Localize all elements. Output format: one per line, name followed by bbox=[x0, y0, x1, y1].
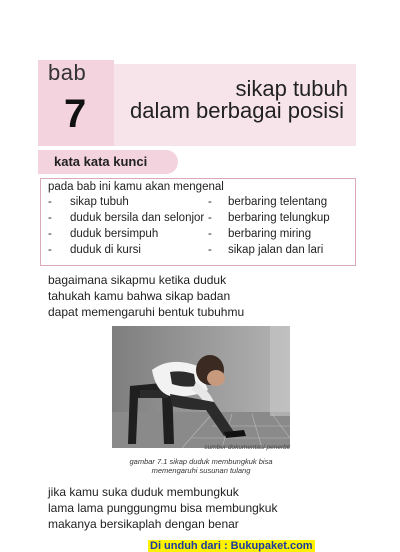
keyword-bullet: - bbox=[48, 244, 52, 256]
chapter-label: bab bbox=[48, 60, 87, 85]
keyword-bullet: - bbox=[208, 244, 212, 256]
keyword-bullet: - bbox=[48, 196, 52, 208]
figure-caption-line2: memengaruhi susunan tulang bbox=[151, 466, 251, 475]
keyword-item: sikap jalan dan lari bbox=[228, 244, 324, 256]
keyword-bullet: - bbox=[208, 228, 212, 240]
keyword-bullet: - bbox=[208, 196, 212, 208]
keywords-intro: pada bab ini kamu akan mengenal bbox=[48, 181, 224, 193]
figure-credit: sumber dokumentasi penerbit bbox=[204, 444, 290, 451]
chapter-title-line1: sikap tubuh bbox=[235, 76, 348, 101]
paragraph-line: tahukah kamu bahwa sikap badan bbox=[48, 289, 231, 303]
figure-caption-line1: gambar 7.1 sikap duduk membungkuk bisa bbox=[129, 457, 273, 466]
chapter-number: 7 bbox=[64, 92, 87, 136]
keyword-item: duduk bersimpuh bbox=[70, 228, 159, 240]
paragraph-line: jika kamu suka duduk membungkuk bbox=[48, 485, 239, 499]
child-sitting-photo bbox=[112, 326, 290, 448]
keyword-item: berbaring telentang bbox=[228, 196, 328, 208]
paragraph-line: dapat memengaruhi bentuk tubuhmu bbox=[48, 305, 245, 319]
keyword-item: duduk bersila dan selonjor bbox=[70, 212, 205, 224]
keyword-bullet: - bbox=[48, 228, 52, 240]
keyword-item: duduk di kursi bbox=[70, 244, 141, 256]
paragraph-line: bagaimana sikapmu ketika duduk bbox=[48, 273, 227, 287]
download-source-link[interactable]: Di unduh dari : Bukupaket.com bbox=[150, 540, 313, 552]
keyword-bullet: - bbox=[48, 212, 52, 224]
paragraph-line: lama lama punggungmu bisa membungkuk bbox=[48, 501, 278, 515]
figure-photo bbox=[112, 326, 290, 448]
keywords-heading: kata kata kunci bbox=[54, 154, 148, 169]
paragraph-line: makanya bersikaplah dengan benar bbox=[48, 517, 239, 531]
keyword-item: berbaring telungkup bbox=[228, 212, 330, 224]
chapter-title-line2: dalam berbagai posisi bbox=[129, 98, 344, 123]
keyword-item: sikap tubuh bbox=[70, 196, 129, 208]
keyword-bullet: - bbox=[208, 212, 212, 224]
keyword-item: berbaring miring bbox=[228, 228, 312, 240]
